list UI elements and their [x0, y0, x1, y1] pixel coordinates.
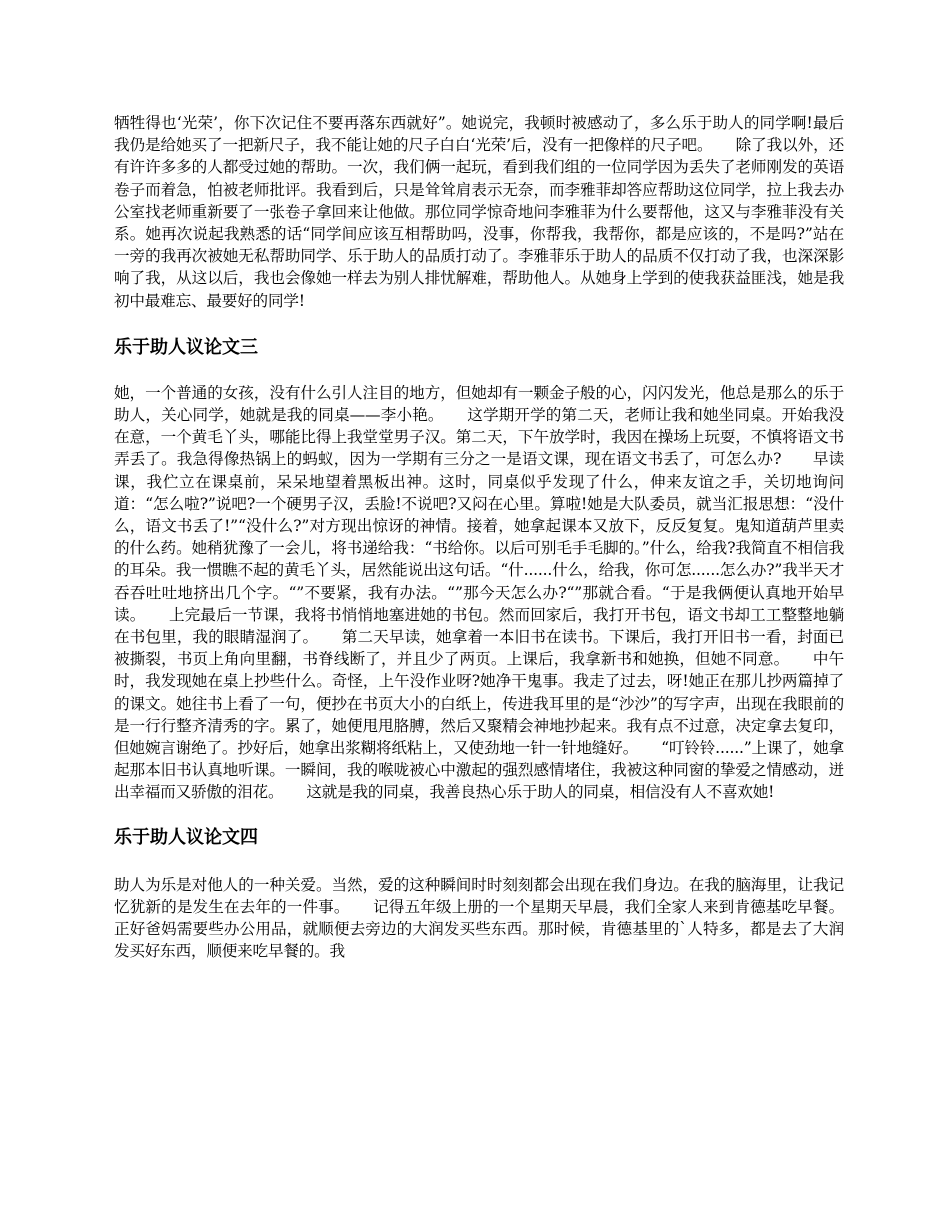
section-heading: 乐于助人议论文三 — [114, 336, 258, 358]
document-page — [114, 112, 844, 963]
body-paragraph: 她，一个普通的女孩，没有什么引人注目的地方，但她却有一颗金子般的心，闪闪发光，他总是那么的乐于助人，关心同学，她就是我的同桌——李小艳。 这学期开学的第二天，老师让我和她坐同桌。开始我没在意，一个黄毛丫头，哪能比得上我堂堂男子汉。第二天，下午放学时，我因在操场上玩耍，不慎将语文书弄丢了。我急得像热锅上的蚂蚁，因为一学期有三分之一是语文课，现在语文书丢了，可怎么办? 早读课，我伫立在课桌前，呆呆地望着黑板出神。这时，同桌似乎发现了什么，伸来友谊之手，关切地询问道：“怎么啦?”说吧?一个硬男子汉，丢脸!不说吧?又闷在心里。算啦!她是大队委员，就当汇报思想：“没什么，语文书丢了!”“没什么?”对方现出惊讶的神情。接着，她拿起课本又放下，反反复复。鬼知道葫芦里卖的什么药。她稍犹豫了一会儿，将书递给我：“书给你。以后可别毛手毛脚的。”什么，给我?我简直不相信我的耳朵。我一惯瞧不起的黄毛丫头，居然能说出这句话。“什......什么，给我，你可怎......怎么办?”我半天才吞吞吐吐地挤出几个字。“”不要紧，我有办法。“”那今天怎么办?“”那就合看。“于是我俩便认真地开始早读。 上完最后一节课，我将书悄悄地塞进她的书包。然而回家后，我打开书包，语文书却工工整整地躺在书包里，我的眼睛湿润了。 第二天早读，她拿着一本旧书在读书。下课后，我打开旧书一看，封面已被撕裂，书页上角向里翻，书脊线断了，并且少了两页。上课后，我拿新书和她换，但她不同意。 中午时，我发现她在桌上抄些什么。奇怪，上午没作业呀?她净干鬼事。我走了过去，呀!她正在那儿抄两篇掉了的课文。她往书上看了一句，便抄在书页大小的白纸上，传进我耳里的是“沙沙”的写字声，出现在我眼前的是一行行整齐清秀的字。累了，她便甩甩胳膊，然后又聚精会神地抄起来。我有点不过意，决定拿去复印，但她婉言谢绝了。抄好后，她拿出浆糊将纸粘上，又使劲地一针一针地缝好。 “叮铃铃......”上课了，她拿起那本旧书认真地听课。一瞬间，我的喉咙被心中激起的强烈感情堵住，我被这种同窗的挚爱之情感动，迸出幸福而又骄傲的泪花。 这就是我的同桌，我善良热心乐于助人的同桌，相信没有人不喜欢她! — [114, 383, 844, 802]
section-heading: 乐于助人议论文四 — [114, 826, 258, 848]
body-paragraph: 牺牲得也‘光荣’，你下次记住不要再落东西就好”。她说完，我顿时被感动了，多么乐于助人的同学啊!最后我仍是给她买了一把新尺子，我不能让她的尺子白白‘光荣’后，没有一把像样的尺子吧。 除了我以外，还有许许多多的人都受过她的帮助。一次，我们俩一起玩，看到我们组的一位同学因为丢失了老师刚发的英语卷子而着急，怕被老师批评。我看到后，只是耸耸肩表示无奈，而李雅菲却答应帮助这位同学，拉上我去办公室找老师重新要了一张卷子拿回来让他做。那位同学惊奇地问李雅菲为什么要帮他，这又与李雅菲没有关系。她再次说起我熟悉的话“同学间应该互相帮助吗，没事，你帮我，我帮你，都是应该的，不是吗?”站在一旁的我再次被她无私帮助同学、乐于助人的品质打动了。李雅菲乐于助人的品质不仅打动了我，也深深影响了我，从这以后，我也会像她一样去为别人排忧解难，帮助他人。从她身上学到的使我获益匪浅，她是我初中最难忘、最要好的同学! — [114, 114, 844, 310]
body-paragraph: 助人为乐是对他人的一种关爱。当然，爱的这种瞬间时时刻刻都会出现在我们身边。在我的脑海里，让我记忆犹新的是发生在去年的一件事。 记得五年级上册的一个星期天早晨，我们全家人来到肯德基吃早餐。正好爸妈需要些办公用品，就顺便去旁边的大润发买些东西。那时候，肯德基里的`人特多，都是去了大润发买好东西，顺便来吃早餐的。我 — [114, 875, 844, 961]
